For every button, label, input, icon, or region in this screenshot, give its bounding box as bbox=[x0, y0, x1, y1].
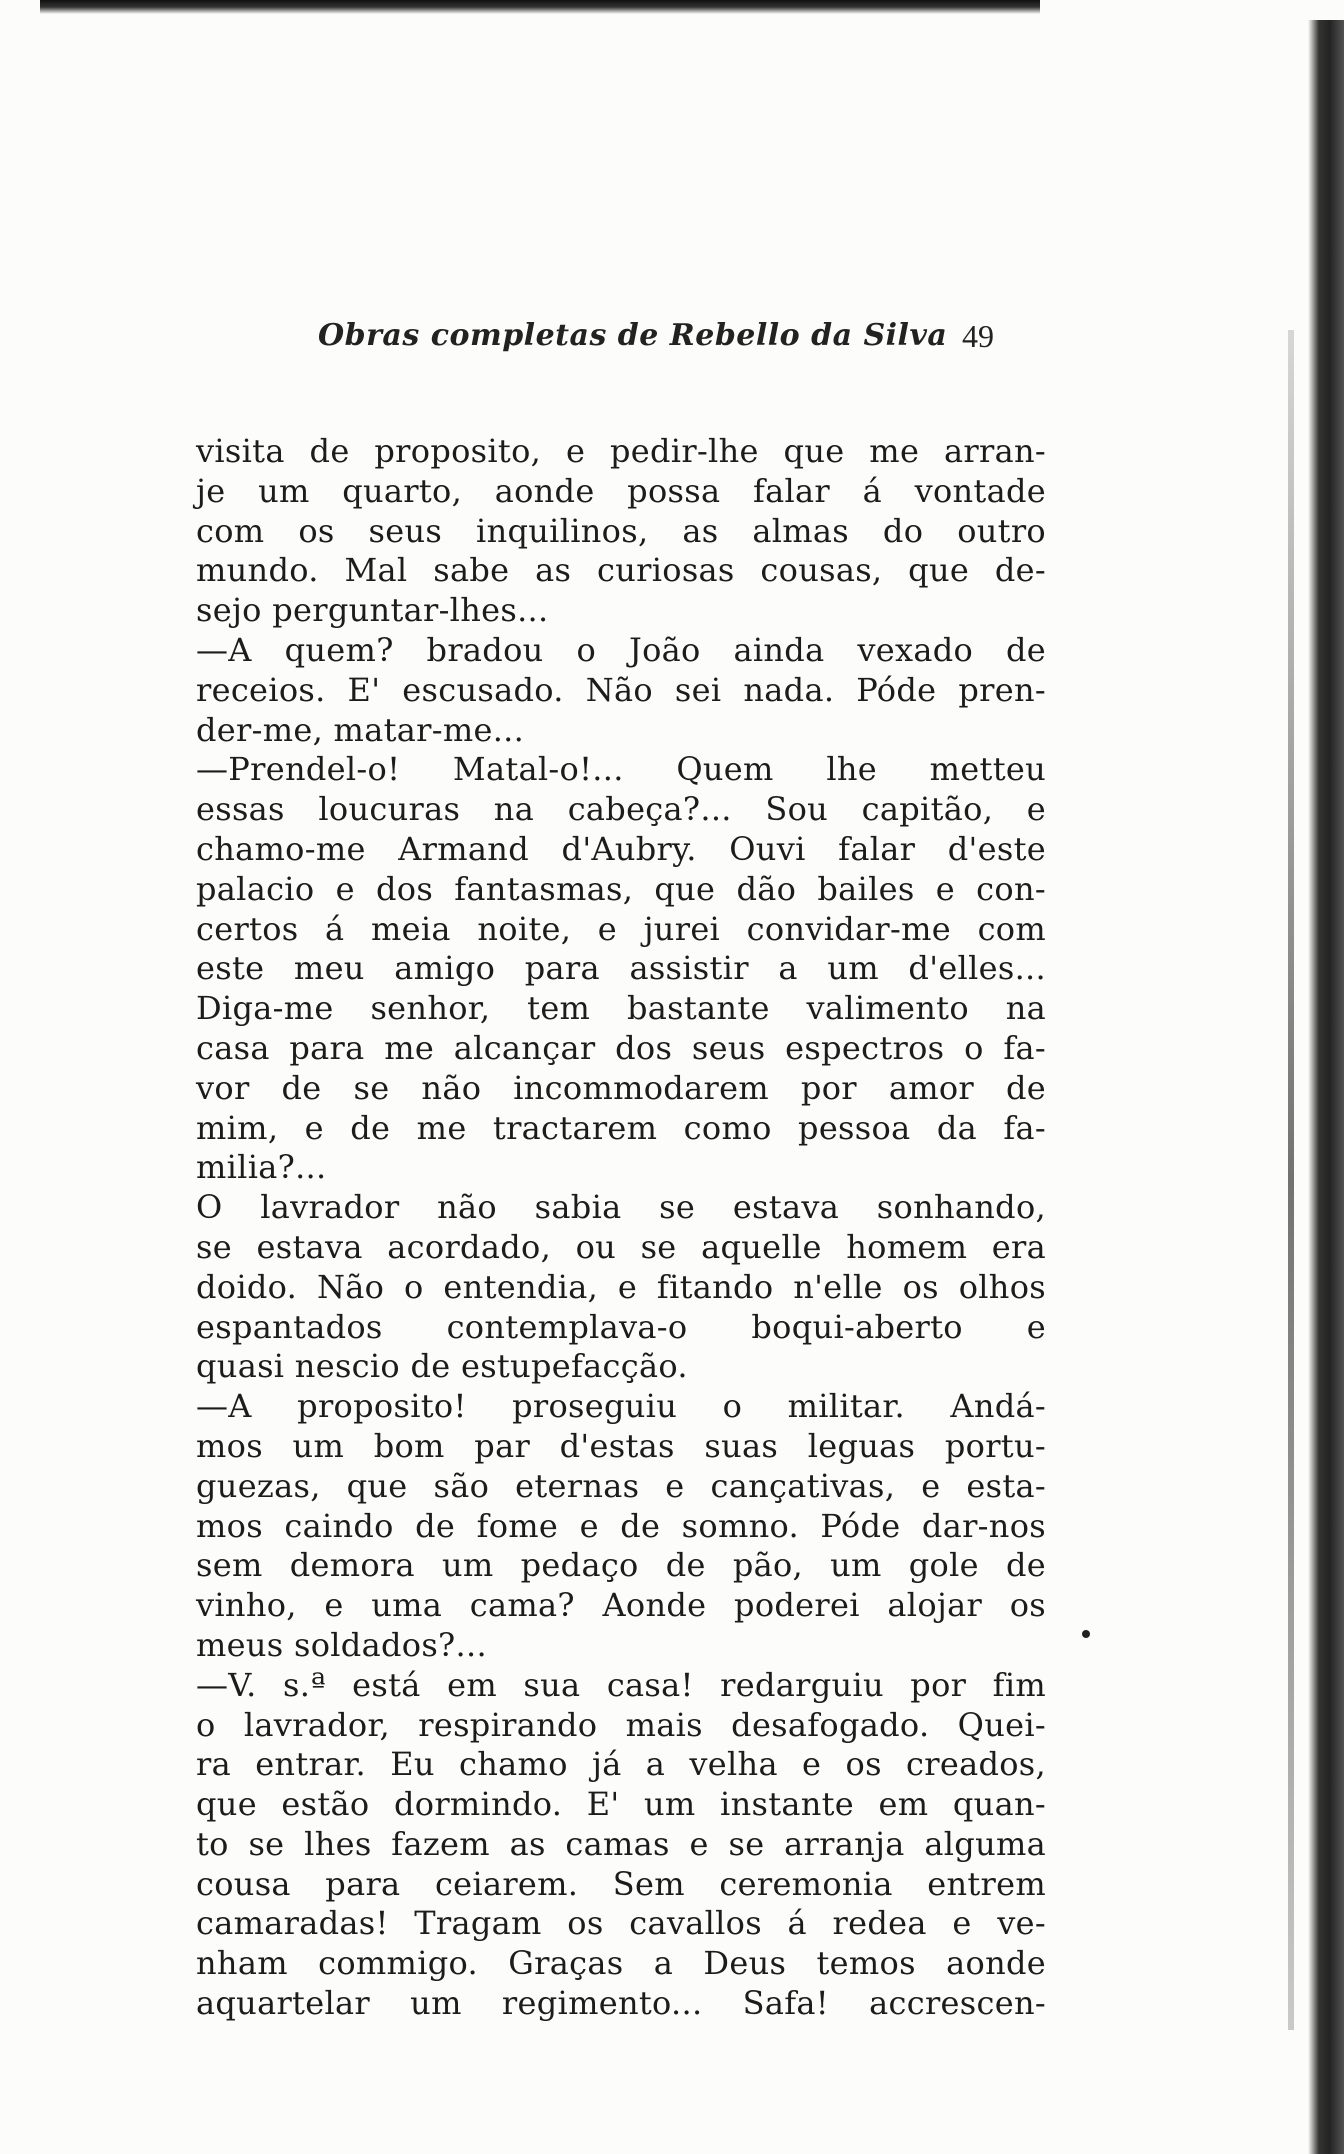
text-line: to se lhes fazem as camas e se arranja alguma bbox=[196, 1824, 1046, 1863]
body-text bbox=[196, 432, 1046, 2024]
text-line: doido. Não o entendia, e fitando n'elle os olhos bbox=[196, 1267, 1046, 1306]
text-line: je um quarto, aonde possa falar á vontade bbox=[196, 471, 1046, 510]
text-line: nham commigo. Graças a Deus temos aonde bbox=[196, 1944, 1046, 1983]
text-line: que estão dormindo. E' um instante em quan- bbox=[196, 1785, 1046, 1824]
text-line: mos caindo de fome e de somno. Póde dar-nos bbox=[196, 1506, 1046, 1545]
text-line: mundo. Mal sabe as curiosas cousas, que de- bbox=[196, 551, 1046, 590]
scan-binding-edge bbox=[1308, 20, 1344, 2154]
text-line: mos um bom par d'estas suas leguas portu- bbox=[196, 1426, 1046, 1465]
page-number: 49 bbox=[962, 318, 994, 354]
text-line: chamo-me Armand d'Aubry. Ouvi falar d'este bbox=[196, 829, 1046, 868]
text-line: milia?... bbox=[196, 1148, 327, 1187]
text-line: der-me, matar-me... bbox=[196, 710, 525, 749]
text-line: visita de proposito, e pedir-lhe que me arran- bbox=[196, 432, 1046, 470]
text-line: meus soldados?... bbox=[196, 1625, 487, 1664]
text-line: guezas, que são eternas e cançativas, e esta- bbox=[196, 1466, 1046, 1505]
text-line: este meu amigo para assistir a um d'elles... bbox=[196, 949, 1046, 988]
text-line: aquartelar um regimento... Safa! accrescen- bbox=[196, 1984, 1046, 2023]
text-line: ra entrar. Eu chamo já a velha e os creados, bbox=[196, 1745, 1046, 1784]
text-line: sejo perguntar-lhes... bbox=[196, 591, 549, 630]
text-line: se estava acordado, ou se aquelle homem era bbox=[196, 1227, 1046, 1266]
text-line: —A proposito! proseguiu o militar. Andá- bbox=[196, 1387, 1046, 1426]
text-line: quasi nescio de estupefacção. bbox=[196, 1347, 688, 1386]
scan-top-edge bbox=[40, 0, 1040, 14]
text-line: certos á meia noite, e jurei convidar-me com bbox=[196, 909, 1046, 948]
text-line: o lavrador, respirando mais desafogado. Quei- bbox=[196, 1705, 1046, 1744]
text-line: —V. s.ª está em sua casa! redarguiu por fim bbox=[196, 1665, 1046, 1704]
text-line: com os seus inquilinos, as almas do outro bbox=[196, 511, 1046, 550]
text-line: O lavrador não sabia se estava sonhando, bbox=[196, 1188, 1046, 1227]
running-title: Obras completas de Rebello da Silva bbox=[318, 318, 948, 353]
text-line: essas loucuras na cabeça?... Sou capitão, e bbox=[196, 790, 1046, 829]
text-line: receios. E' escusado. Não sei nada. Póde pren- bbox=[196, 670, 1046, 709]
text-line: espantados contemplava-o boqui-aberto e bbox=[196, 1307, 1046, 1346]
text-line: vor de se não incommodarem por amor de bbox=[196, 1068, 1046, 1107]
text-line: palacio e dos fantasmas, que dão bailes e con- bbox=[196, 869, 1046, 908]
scan-binding-shadow bbox=[1288, 330, 1294, 2030]
text-line: sem demora um pedaço de pão, um gole de bbox=[196, 1546, 1046, 1585]
ink-speck bbox=[1082, 1630, 1090, 1638]
text-line: mim, e de me tractarem como pessoa da fa- bbox=[196, 1108, 1046, 1147]
page-header bbox=[300, 318, 1060, 362]
text-line: casa para me alcançar dos seus espectros o fa- bbox=[196, 1028, 1046, 1067]
text-line: —A quem? bradou o João ainda vexado de bbox=[196, 630, 1046, 669]
text-line: camaradas! Tragam os cavallos á redea e ve- bbox=[196, 1904, 1046, 1943]
text-line: vinho, e uma cama? Aonde poderei alojar os bbox=[196, 1586, 1046, 1625]
text-line: Diga-me senhor, tem bastante valimento na bbox=[196, 989, 1046, 1028]
text-line: cousa para ceiarem. Sem ceremonia entrem bbox=[196, 1864, 1046, 1903]
text-line: —Prendel-o! Matal-o!... Quem lhe metteu bbox=[196, 750, 1046, 789]
